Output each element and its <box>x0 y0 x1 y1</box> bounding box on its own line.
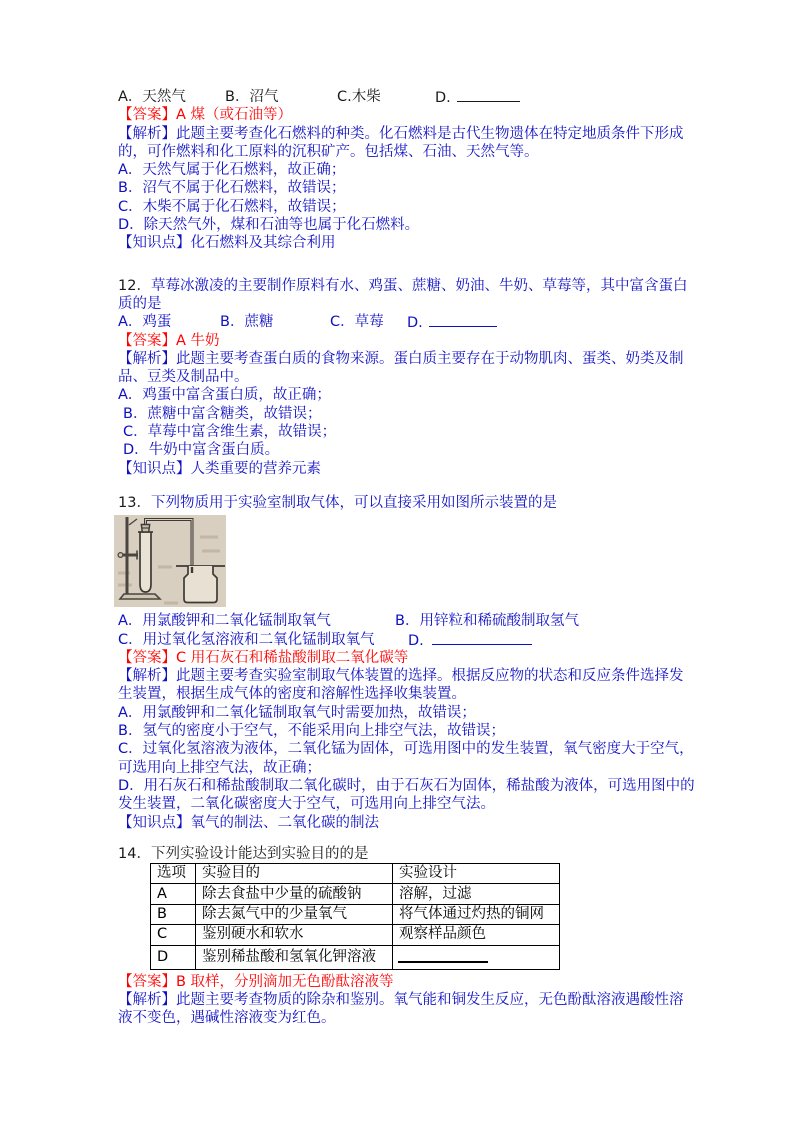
q13-option-a: A．用氯酸钾和二氧化锰制取氧气 <box>118 613 331 630</box>
q14-analysis-text-1: 此题主要考查物质的除杂和鉴别。氧气能和铜发生反应，无色酚酞溶液遇酸性溶 <box>176 991 684 1008</box>
q13-point-d-1: D．用石灰石和稀盐酸制取二氧化碳时，由于石灰石为固体，稀盐酸为液体，可选用图中的 <box>118 777 695 794</box>
analysis-label: 【解析】 <box>118 991 176 1008</box>
q14-stem-text: 下列实验设计能达到实验目的的是 <box>150 845 369 862</box>
section-gap <box>118 832 684 845</box>
q11-point-c: C．木柴不属于化石燃料，故错误； <box>118 198 346 215</box>
q12-option-a: A．鸡蛋 <box>118 314 172 331</box>
q12-point-c: C．草莓中富含维生素，故错误； <box>123 424 337 441</box>
answer-label: 【答案】 <box>118 973 176 990</box>
q13-knowledge-text: 氧气的制法、二氧化碳的制法 <box>190 814 379 831</box>
table-row <box>151 945 560 969</box>
q11-option-c: C.木柴 <box>337 89 381 105</box>
table-row <box>151 904 560 924</box>
q12-point-d: D．牛奶中富含蛋白质。 <box>123 442 280 459</box>
q13-knowledge-line <box>118 814 684 832</box>
q14-number: 14． <box>118 845 151 862</box>
q11-point-a: A．天然气属于化石燃料，故正确； <box>118 162 346 179</box>
q11-analysis-line-1 <box>118 125 684 143</box>
question-14-section <box>118 845 684 1028</box>
q13-answer-blank <box>432 631 532 645</box>
table-answer-blank <box>398 946 488 963</box>
row-a-option: A <box>151 884 196 904</box>
analysis-label: 【解析】 <box>118 668 176 685</box>
knowledge-label: 【知识点】 <box>118 460 191 477</box>
experiment-design-table <box>150 863 560 970</box>
analysis-label: 【解析】 <box>118 350 176 367</box>
q12-knowledge-text: 人类重要的营养元素 <box>190 460 321 477</box>
q12-knowledge-line <box>118 460 684 478</box>
q13-point-a: A．用氯酸钾和二氧化锰制取氧气时需要加热，故错误； <box>118 704 476 721</box>
q13-option-b: B．用锌粒和稀硫酸制取氢气 <box>395 613 579 630</box>
gas-generation-apparatus-icon <box>114 515 226 607</box>
table-row <box>151 925 560 945</box>
table-row <box>151 884 560 904</box>
q14-stem-line <box>118 845 684 863</box>
q11-analysis-line-2: 的，可作燃料和化工原料的沉积矿产。包括煤、石油、天然气等。 <box>118 143 539 160</box>
q11-answer-text: A 煤（或石油等） <box>176 107 293 124</box>
q11-answer-blank <box>457 88 520 102</box>
knowledge-label: 【知识点】 <box>118 235 191 252</box>
row-d-design <box>393 945 560 969</box>
row-a-design: 溶解，过滤 <box>393 884 560 904</box>
q12-answer-text: A 牛奶 <box>176 332 220 349</box>
q13-option-d: D. <box>408 631 532 650</box>
q11-option-b: B．沼气 <box>225 89 279 105</box>
row-c-purpose: 鉴别硬水和软水 <box>196 925 393 945</box>
q12-stem-line-1 <box>118 277 688 295</box>
q12-answer-blank <box>429 313 497 327</box>
q13-options-row-1 <box>118 612 684 630</box>
row-c-option: C <box>151 925 196 945</box>
q13-analysis-line-1 <box>118 667 684 685</box>
header-design: 实验设计 <box>393 864 560 884</box>
q11-options-row <box>118 88 684 106</box>
q12-analysis-line-1 <box>118 350 684 368</box>
row-c-design: 观察样品颜色 <box>393 925 560 945</box>
q14-analysis-line-2: 液不变色，遇碱性溶液变为红色。 <box>118 1010 336 1027</box>
apparatus-figure <box>118 515 684 612</box>
q14-analysis-line-1 <box>118 991 684 1009</box>
q12-stem-text: 草莓冰激凌的主要制作原料有水、鸡蛋、蔗糖、奶油、牛奶、草莓等，其中富含蛋白 <box>150 277 688 294</box>
question-13-section <box>118 494 695 832</box>
q11-option-d: D. <box>435 88 520 107</box>
q13-stem-line <box>118 494 684 512</box>
row-b-purpose: 除去氮气中的少量氧气 <box>196 904 393 924</box>
q13-analysis-text-1: 此题主要考查实验室制取气体装置的选择。根据反应物的状态和反应条件选择发 <box>176 668 684 685</box>
q12-stem-line-2: 质的是 <box>118 295 162 312</box>
q11-point-d: D．除天然气外，煤和石油等也属于化石燃料。 <box>118 217 420 234</box>
question-12-section <box>118 277 688 478</box>
table-header-row <box>151 864 560 884</box>
q13-number: 13． <box>118 494 151 511</box>
row-b-design: 将气体通过灼热的铜网 <box>393 904 560 924</box>
document-content <box>118 88 695 1028</box>
row-a-purpose: 除去食盐中少量的硫酸钠 <box>196 884 393 904</box>
knowledge-label: 【知识点】 <box>118 814 191 831</box>
q12-analysis-text-1: 此题主要考查蛋白质的食物来源。蛋白质主要存在于动物肌肉、蛋类、奶类及制 <box>176 350 684 367</box>
q13-point-b: B．氢气的密度小于空气，不能采用向上排空气法，故错误； <box>118 723 505 740</box>
header-purpose: 实验目的 <box>196 864 393 884</box>
q13-stem-text: 下列物质用于实验室制取气体，可以直接采用如图所示装置的是 <box>150 494 557 511</box>
q12-number: 12． <box>118 277 151 294</box>
q12-option-c: C．草莓 <box>330 314 384 331</box>
q14-answer-text: B 取样，分别滴加无色酚酞溶液等 <box>176 973 394 990</box>
q13-option-c: C．用过氧化氢溶液和二氧化锰制取氧气 <box>118 631 375 648</box>
q11-knowledge-line <box>118 234 684 252</box>
q13-answer-line <box>118 649 684 667</box>
question-11-section <box>118 88 684 253</box>
q12-point-a: A．鸡蛋中富含蛋白质，故正确； <box>118 387 331 404</box>
row-d-option: D <box>151 945 196 969</box>
q13-point-d-2: 发生装置，二氧化碳密度大于空气，可选用向上排空气法。 <box>118 796 495 813</box>
row-b-option: B <box>151 904 196 924</box>
q12-answer-line <box>118 332 684 350</box>
q12-option-d: D. <box>407 313 497 332</box>
q11-point-b: B．沼气不属于化石燃料，故错误； <box>118 180 346 197</box>
q14-answer-line <box>118 973 684 991</box>
q11-knowledge-text: 化石燃料及其综合利用 <box>190 235 336 252</box>
header-option: 选项 <box>151 864 196 884</box>
answer-label: 【答案】 <box>118 107 176 124</box>
row-d-purpose: 鉴别稀盐酸和氢氧化钾溶液 <box>196 945 393 969</box>
q12-point-b: B．蔗糖中富含糖类，故错误； <box>123 405 322 422</box>
q12-options-row <box>118 313 684 331</box>
analysis-label: 【解析】 <box>118 125 176 142</box>
section-gap <box>118 478 684 494</box>
q11-option-a: A．天然气 <box>118 89 186 105</box>
q12-option-b: B．蔗糖 <box>220 314 274 331</box>
q13-options-row-2 <box>118 631 684 649</box>
q13-analysis-line-2: 生装置，根据生成气体的密度和溶解性选择收集装置。 <box>118 686 466 703</box>
q11-analysis-text-1: 此题主要考查化石燃料的种类。化石燃料是古代生物遗体在特定地质条件下形成 <box>176 125 684 142</box>
q13-point-c-2: 可选用向上排空气法，故正确； <box>118 759 321 776</box>
q12-analysis-line-2: 品、豆类及制品中。 <box>118 369 249 386</box>
q13-point-c-1: C．过氧化氢溶液为液体，二氧化锰为固体，可选用图中的发生装置，氧气密度大于空气， <box>118 741 694 758</box>
q13-answer-text: C 用石灰石和稀盐酸制取二氧化碳等 <box>176 649 409 666</box>
q11-answer-line <box>118 106 684 124</box>
section-gap <box>118 253 684 277</box>
answer-label: 【答案】 <box>118 332 176 349</box>
answer-label: 【答案】 <box>118 649 176 666</box>
